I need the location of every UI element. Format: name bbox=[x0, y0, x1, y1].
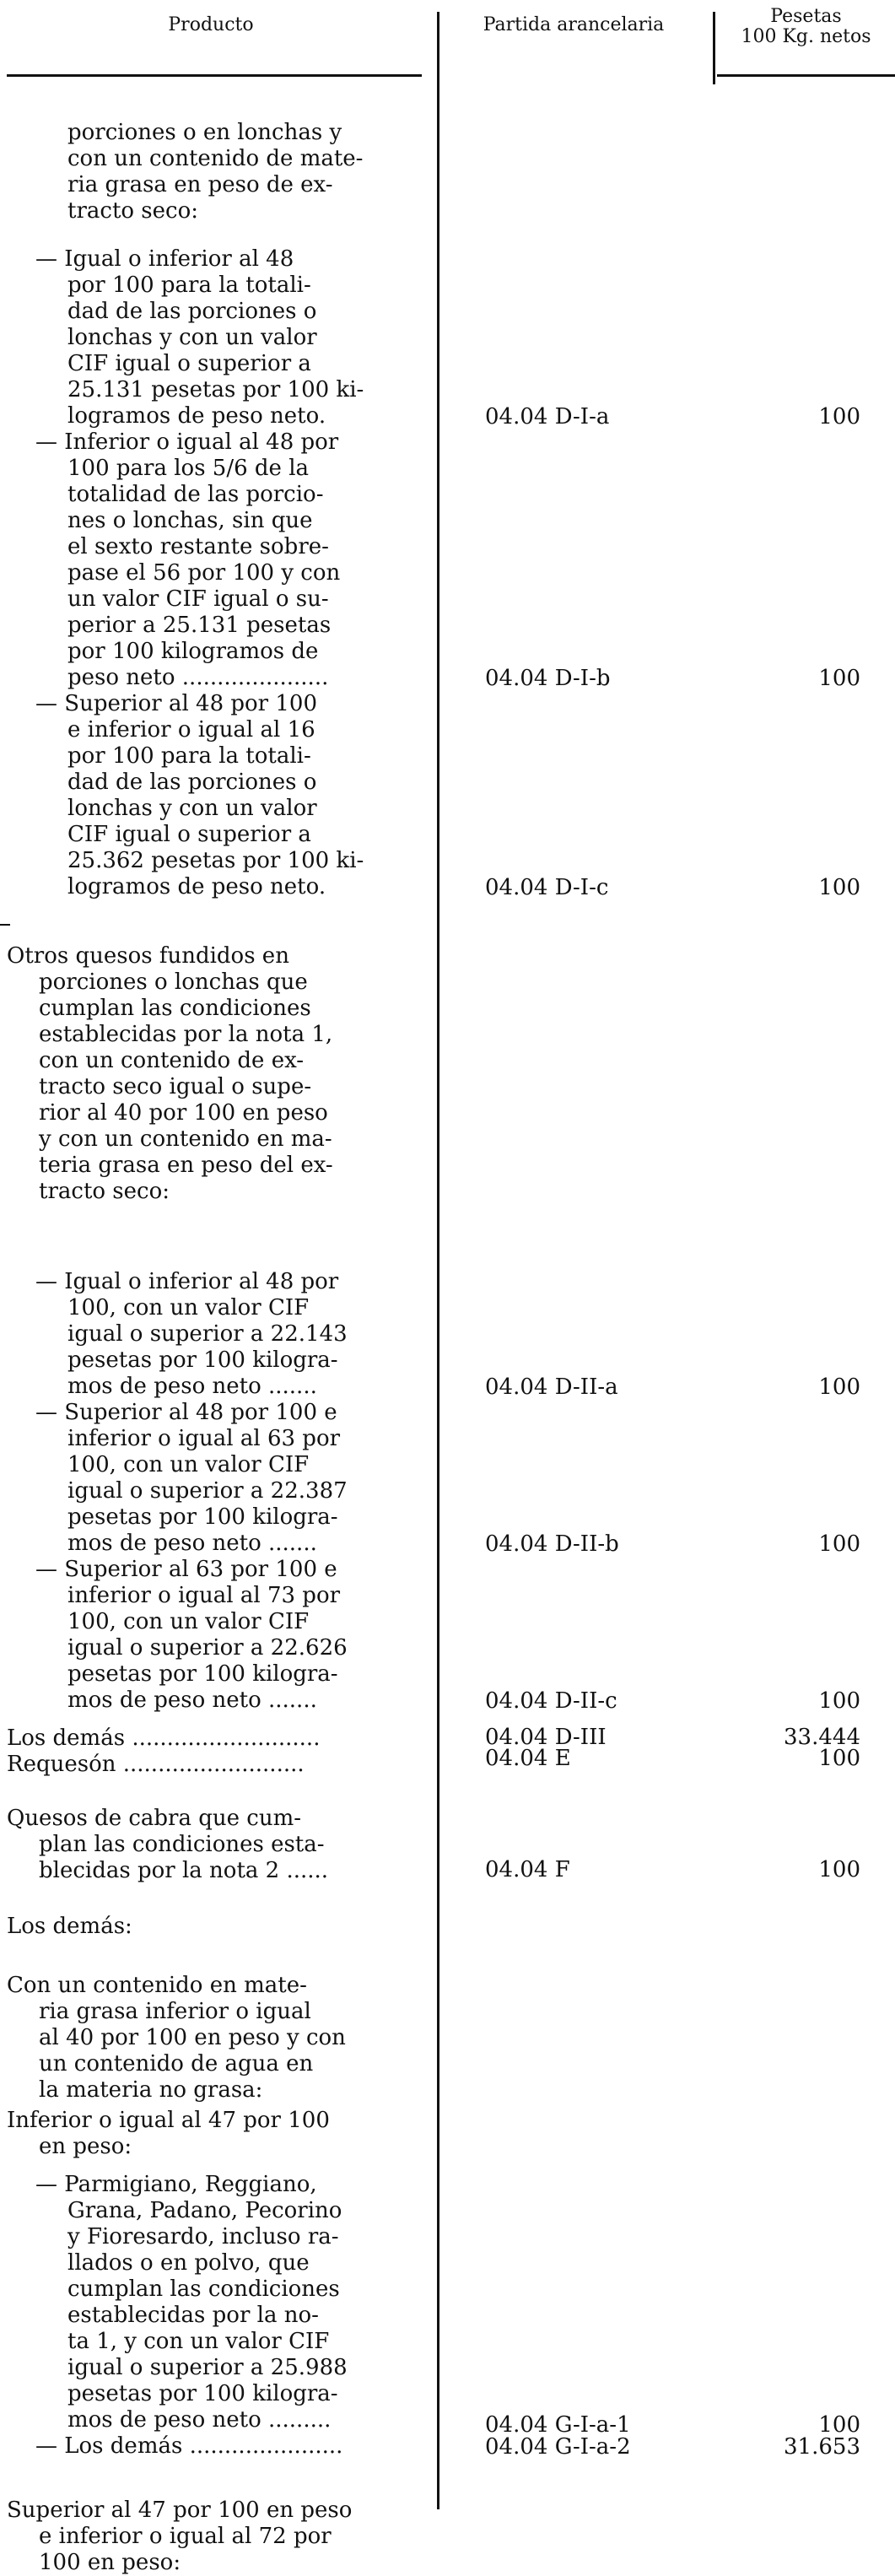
text-line: ta 1, y con un valor CIF bbox=[67, 2329, 330, 2354]
text-line: inferior o igual al 63 por bbox=[67, 1426, 341, 1451]
text-line: Otros quesos fundidos en bbox=[7, 943, 289, 969]
text-line: porciones o lonchas que bbox=[39, 969, 308, 995]
text-line: 25.362 pesetas por 100 ki- bbox=[67, 848, 364, 873]
block-d-ii-b bbox=[35, 1400, 348, 1557]
text-line: — Los demás ...................... bbox=[35, 2433, 343, 2459]
text-line: dad de las porciones o bbox=[67, 770, 317, 795]
text-line: logramos de peso neto. bbox=[67, 874, 326, 899]
tariff-code: 04.04 D-II-b bbox=[485, 1531, 619, 1557]
column-divider-right bbox=[713, 12, 715, 84]
text-line: igual o superior a 22.387 bbox=[67, 1478, 348, 1504]
text-line: totalidad de las porcio- bbox=[67, 482, 324, 507]
text-line: lonchas y con un valor bbox=[67, 325, 317, 350]
section-tick-mark bbox=[0, 924, 10, 926]
tariff-code: 04.04 G-I-a-1 bbox=[485, 2412, 631, 2438]
text-line: mos de peso neto ....... bbox=[67, 1531, 317, 1556]
block-intro bbox=[67, 120, 363, 224]
text-line: pesetas por 100 kilogra- bbox=[67, 1661, 338, 1687]
text-line: cumplan las condiciones bbox=[67, 2276, 340, 2302]
tariff-value: 33.444 bbox=[784, 1725, 860, 1750]
text-line: establecidas por la no- bbox=[67, 2303, 319, 2328]
text-line: 100, con un valor CIF bbox=[67, 1609, 310, 1634]
block-otros-quesos-fundidos bbox=[7, 943, 333, 1205]
text-line: al 40 por 100 en peso y con bbox=[39, 2025, 346, 2050]
header-partida-arancelaria: Partida arancelaria bbox=[483, 14, 665, 35]
tariff-value: 100 bbox=[818, 666, 860, 691]
text-line: CIF igual o superior a bbox=[67, 822, 311, 847]
text-line: peso neto ..................... bbox=[67, 665, 329, 690]
text-line: porciones o en lonchas y bbox=[67, 120, 342, 145]
tariff-value: 100 bbox=[818, 875, 860, 900]
header-rule bbox=[7, 74, 422, 77]
text-line: mos de peso neto ......... bbox=[67, 2407, 332, 2433]
text-line: y con un contenido en ma- bbox=[39, 1126, 332, 1152]
text-line: nes o lonchas, sin que bbox=[67, 508, 313, 533]
tariff-value: 31.653 bbox=[784, 2434, 860, 2460]
text-line: ria grasa inferior o igual bbox=[39, 1999, 311, 2024]
text-line: mos de peso neto ....... bbox=[67, 1374, 317, 1399]
text-line: blecidas por la nota 2 ...... bbox=[39, 1858, 329, 1883]
text-line: pesetas por 100 kilogra- bbox=[67, 1504, 338, 1530]
text-line: — Superior al 63 por 100 e bbox=[35, 1557, 337, 1582]
text-line: — Inferior o igual al 48 por bbox=[35, 429, 339, 455]
block-d-i-c bbox=[35, 691, 364, 900]
text-line: igual o superior a 22.143 bbox=[67, 1321, 348, 1347]
tariff-value: 100 bbox=[818, 1374, 860, 1400]
text-line: Los demás ........................... bbox=[7, 1725, 321, 1751]
tariff-value: 100 bbox=[818, 1857, 860, 1882]
text-line: por 100 kilogramos de bbox=[67, 639, 319, 664]
text-line: e inferior o igual al 72 por bbox=[39, 2524, 332, 2549]
tariff-code: 04.04 D-II-c bbox=[485, 1688, 617, 1714]
text-line: llados o en polvo, que bbox=[67, 2250, 310, 2276]
text-line: ria grasa en peso de ex- bbox=[67, 172, 333, 197]
block-g-i-a-1 bbox=[35, 2172, 348, 2433]
text-line: 100, con un valor CIF bbox=[67, 1295, 310, 1320]
block-los-demas-d-iii bbox=[7, 1725, 320, 1752]
text-line: tracto seco igual o supe- bbox=[39, 1074, 312, 1099]
text-line: por 100 para la totali- bbox=[67, 743, 311, 769]
text-line: 25.131 pesetas por 100 ki- bbox=[67, 377, 364, 402]
text-line: Quesos de cabra que cum- bbox=[7, 1806, 302, 1831]
tariff-code: 04.04 D-I-b bbox=[485, 666, 611, 691]
column-divider-left bbox=[437, 12, 439, 2509]
tariff-value: 100 bbox=[818, 1688, 860, 1714]
text-line: — Superior al 48 por 100 e bbox=[35, 1400, 337, 1425]
text-line: Con un contenido en mate- bbox=[7, 1973, 307, 1998]
text-line: pesetas por 100 kilogra- bbox=[67, 2381, 338, 2406]
tariff-code: 04.04 D-I-c bbox=[485, 875, 609, 900]
text-line: igual o superior a 25.988 bbox=[67, 2355, 348, 2380]
text-line: tracto seco: bbox=[39, 1179, 170, 1204]
text-line: mos de peso neto ....... bbox=[67, 1688, 317, 1713]
text-line: — Igual o inferior al 48 bbox=[35, 246, 294, 272]
text-line: Grana, Padano, Pecorino bbox=[67, 2198, 342, 2223]
text-line: Requesón .......................... bbox=[7, 1752, 305, 1777]
text-line: lonchas y con un valor bbox=[67, 796, 317, 821]
block-requeson bbox=[7, 1752, 305, 1778]
block-g-i-a-2 bbox=[35, 2433, 342, 2460]
text-line: establecidas por la nota 1, bbox=[39, 1022, 333, 1047]
header-pesetas-line2: 100 Kg. netos bbox=[741, 26, 871, 47]
tariff-value: 100 bbox=[818, 404, 860, 429]
text-line: dad de las porciones o bbox=[67, 299, 317, 324]
text-line: — Parmigiano, Reggiano, bbox=[35, 2172, 317, 2197]
text-line: Superior al 47 por 100 en peso bbox=[7, 2498, 353, 2523]
tariff-value: 100 bbox=[818, 1531, 860, 1557]
text-line: — Superior al 48 por 100 bbox=[35, 691, 317, 716]
tariff-code: 04.04 D-III bbox=[485, 1725, 607, 1750]
block-contenido-materia-grasa bbox=[7, 1973, 346, 2103]
tariff-code: 04.04 F bbox=[485, 1857, 570, 1882]
text-line: logramos de peso neto. bbox=[67, 403, 326, 429]
text-line: rior al 40 por 100 en peso bbox=[39, 1100, 328, 1126]
text-line: con un contenido de mate- bbox=[67, 146, 364, 171]
text-line: pesetas por 100 kilogra- bbox=[67, 1347, 338, 1373]
tariff-code: 04.04 G-I-a-2 bbox=[485, 2434, 631, 2460]
text-line: Inferior o igual al 47 por 100 bbox=[7, 2108, 330, 2133]
header-pesetas-line1: Pesetas bbox=[770, 6, 842, 27]
text-line: — Igual o inferior al 48 por bbox=[35, 1269, 339, 1294]
text-line: 100 en peso: bbox=[39, 2550, 181, 2575]
block-d-i-a bbox=[35, 246, 364, 429]
header-rule-right bbox=[717, 74, 895, 77]
header-pesetas bbox=[717, 7, 895, 47]
tariff-value: 100 bbox=[818, 2412, 860, 2438]
text-line: plan las condiciones esta- bbox=[39, 1832, 325, 1857]
text-line: en peso: bbox=[39, 2134, 132, 2159]
block-d-i-b bbox=[35, 429, 340, 691]
text-line: inferior o igual al 73 por bbox=[67, 1583, 341, 1608]
text-line: igual o superior a 22.626 bbox=[67, 1635, 348, 1661]
block-quesos-de-cabra bbox=[7, 1806, 328, 1884]
text-line: 100, con un valor CIF bbox=[67, 1452, 310, 1477]
tariff-code: 04.04 D-II-a bbox=[485, 1374, 618, 1400]
text-line: CIF igual o superior a bbox=[67, 351, 311, 376]
text-line: un contenido de agua en bbox=[39, 2051, 314, 2076]
text-line: perior a 25.131 pesetas bbox=[67, 613, 332, 638]
header-producto: Producto bbox=[168, 14, 254, 35]
text-line: Los demás: bbox=[7, 1914, 132, 1939]
block-d-ii-c bbox=[35, 1557, 348, 1714]
text-line: la materia no grasa: bbox=[39, 2077, 263, 2103]
block-d-ii-a bbox=[35, 1269, 348, 1400]
tariff-value: 100 bbox=[818, 1746, 860, 1771]
text-line: el sexto restante sobre- bbox=[67, 534, 329, 559]
text-line: y Fioresardo, incluso ra- bbox=[67, 2224, 339, 2249]
block-inferior-47 bbox=[7, 2108, 330, 2160]
text-line: pase el 56 por 100 y con bbox=[67, 560, 341, 586]
text-line: un valor CIF igual o su- bbox=[67, 586, 329, 612]
block-los-demas-heading bbox=[7, 1914, 132, 1940]
text-line: por 100 para la totali- bbox=[67, 273, 311, 298]
text-line: teria grasa en peso del ex- bbox=[39, 1153, 333, 1178]
text-line: con un contenido de ex- bbox=[39, 1048, 305, 1073]
tariff-code: 04.04 D-I-a bbox=[485, 404, 610, 429]
text-line: cumplan las condiciones bbox=[39, 996, 311, 1021]
block-superior-47 bbox=[7, 2498, 352, 2576]
text-line: tracto seco: bbox=[67, 198, 199, 224]
tariff-code: 04.04 E bbox=[485, 1746, 571, 1771]
text-line: 100 para los 5/6 de la bbox=[67, 456, 310, 481]
text-line: e inferior o igual al 16 bbox=[67, 717, 315, 743]
